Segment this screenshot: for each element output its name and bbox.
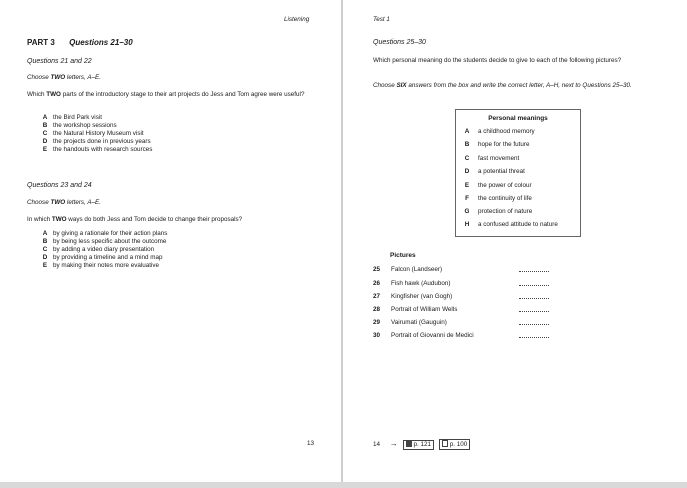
- option-text: by making their notes more evaluative: [53, 262, 160, 269]
- meaning-letter: H: [464, 221, 470, 228]
- meaning-text: fast movement: [478, 155, 520, 162]
- option-text: the projects done in previous years: [53, 138, 151, 145]
- meaning-text: a potential threat: [478, 168, 525, 175]
- meaning-letter: A: [464, 128, 470, 135]
- arrow-icon: →: [389, 439, 398, 448]
- part-label: PART 3: [27, 38, 55, 47]
- meaning-item: [456, 221, 558, 229]
- question-text: ways do both Jess and Tom decide to change their proposals?: [66, 216, 243, 223]
- question-text: In which: [27, 216, 52, 223]
- question-number: 25: [373, 266, 381, 273]
- meaning-text: the continuity of life: [478, 195, 532, 202]
- picture-text: Portrait of Giovanni de Medici: [391, 332, 474, 339]
- answer-blank[interactable]: [519, 271, 549, 272]
- picture-row: [373, 280, 451, 288]
- part-range: Questions 21–30: [69, 38, 133, 47]
- answer-blank[interactable]: [519, 285, 549, 286]
- answer-blank[interactable]: [519, 311, 549, 312]
- answer-key-reference[interactable]: [403, 440, 435, 450]
- meaning-letter: G: [464, 208, 470, 215]
- intro-text: Which personal meaning do the students decide to give to each of the following pictures?: [373, 57, 622, 64]
- group1-instruction: [27, 74, 101, 82]
- question-number: 28: [373, 306, 381, 313]
- section-heading: Questions 25–30: [373, 39, 426, 46]
- option-letter: C: [42, 246, 48, 253]
- option-letter: C: [42, 130, 48, 137]
- instruction-bold: SIX: [396, 82, 407, 89]
- group2-heading: Questions 23 and 24: [27, 182, 92, 189]
- answer-blank[interactable]: [519, 324, 549, 325]
- meaning-text: a confused attitude to nature: [478, 221, 558, 228]
- page-footer: [373, 439, 470, 450]
- question-number: 29: [373, 319, 381, 326]
- document-icon: [442, 440, 448, 447]
- meaning-letter: B: [464, 141, 470, 148]
- meaning-text: protection of nature: [478, 208, 533, 215]
- instruction-text: Choose: [27, 199, 51, 206]
- option-row: [37, 238, 166, 246]
- meaning-item: [456, 182, 532, 190]
- instruction: [373, 82, 653, 90]
- picture-row: [373, 332, 474, 340]
- option-row: [37, 254, 163, 262]
- reference-text: p. 121: [413, 441, 432, 448]
- group2-question: [27, 216, 242, 224]
- picture-row: [373, 319, 447, 327]
- running-header: Test 1: [373, 16, 390, 23]
- meaning-item: [456, 128, 535, 136]
- option-row: [37, 138, 151, 146]
- option-row: [37, 122, 117, 130]
- group1-heading: Questions 21 and 22: [27, 58, 92, 65]
- transcript-reference[interactable]: [439, 439, 471, 450]
- option-row: [37, 146, 152, 154]
- instruction-text: answers from the box and write the correct letter, A–H, next to Questions 25–30.: [406, 82, 632, 89]
- meaning-letter: F: [465, 195, 469, 202]
- meanings-title: Personal meanings: [488, 115, 548, 122]
- question-bold: TWO: [46, 91, 61, 98]
- option-letter: D: [42, 138, 48, 145]
- option-text: the Bird Park visit: [53, 114, 102, 121]
- option-letter: E: [42, 146, 48, 153]
- picture-text: Kingfisher (van Gogh): [391, 293, 453, 300]
- instruction-text: letters, A–E.: [65, 199, 101, 206]
- option-row: [37, 246, 154, 254]
- meaning-letter: D: [464, 168, 470, 175]
- picture-row: [373, 266, 442, 274]
- instruction-bold: TWO: [50, 74, 66, 81]
- answer-blank[interactable]: [519, 337, 549, 338]
- question-number: 30: [373, 332, 381, 339]
- option-text: the handouts with research sources: [53, 146, 153, 153]
- question-number: 27: [373, 293, 381, 300]
- group2-instruction: [27, 199, 101, 207]
- picture-text: Portrait of William Wells: [391, 306, 458, 313]
- meaning-text: a childhood memory: [478, 128, 535, 135]
- reference-text: p. 100: [449, 441, 468, 448]
- option-text: by giving a rationale for their action plans: [53, 230, 168, 237]
- page-number: 13: [307, 440, 315, 447]
- meaning-text: the power of colour: [478, 182, 532, 189]
- answer-blank[interactable]: [519, 298, 549, 299]
- option-letter: B: [42, 238, 48, 245]
- question-bold: TWO: [51, 216, 67, 223]
- running-header: Listening: [284, 16, 310, 23]
- instruction-bold: TWO: [50, 199, 66, 206]
- group1-question: [27, 91, 317, 99]
- meaning-letter: C: [464, 155, 470, 162]
- question-text: parts of the introductory stage to their art projects do Jess and Tom agree were useful?: [60, 91, 305, 98]
- option-text: by providing a timeline and a mind map: [53, 254, 163, 261]
- picture-row: [373, 293, 452, 301]
- meaning-text: hope for the future: [478, 141, 530, 148]
- meaning-item: [456, 155, 519, 163]
- pictures-title: Pictures: [390, 252, 416, 259]
- option-text: the workshop sessions: [53, 122, 117, 129]
- meaning-item: [456, 168, 525, 176]
- part-heading: [27, 38, 133, 48]
- instruction-text: Choose: [373, 82, 397, 89]
- instruction-text: Choose: [27, 74, 51, 81]
- option-letter: A: [42, 230, 48, 237]
- option-row: [37, 230, 167, 238]
- key-icon: [406, 441, 412, 447]
- option-row: [37, 114, 102, 122]
- meaning-item: [456, 141, 529, 149]
- picture-text: Falcon (Landseer): [391, 266, 443, 273]
- option-text: the Natural History Museum visit: [53, 130, 144, 137]
- meanings-box: [455, 109, 581, 237]
- question-number: 26: [373, 280, 381, 287]
- option-letter: A: [42, 114, 48, 121]
- option-text: by adding a video diary presentation: [53, 246, 155, 253]
- meaning-letter: E: [464, 182, 470, 189]
- option-row: [37, 262, 159, 270]
- question-text: Which: [27, 91, 47, 98]
- page-number: 14: [373, 441, 381, 448]
- meaning-item: [456, 208, 532, 216]
- instruction-text: letters, A–E.: [65, 74, 101, 81]
- meaning-item: [456, 195, 532, 203]
- option-text: by being less specific about the outcome: [53, 238, 167, 245]
- right-page: [343, 0, 687, 482]
- left-page: [0, 0, 342, 482]
- picture-row: [373, 306, 457, 314]
- option-letter: E: [42, 262, 48, 269]
- option-letter: B: [42, 122, 48, 129]
- option-letter: D: [42, 254, 48, 261]
- picture-text: Fish hawk (Audubon): [391, 280, 451, 287]
- option-row: [37, 130, 144, 138]
- picture-text: Vairumati (Gauguin): [391, 319, 447, 326]
